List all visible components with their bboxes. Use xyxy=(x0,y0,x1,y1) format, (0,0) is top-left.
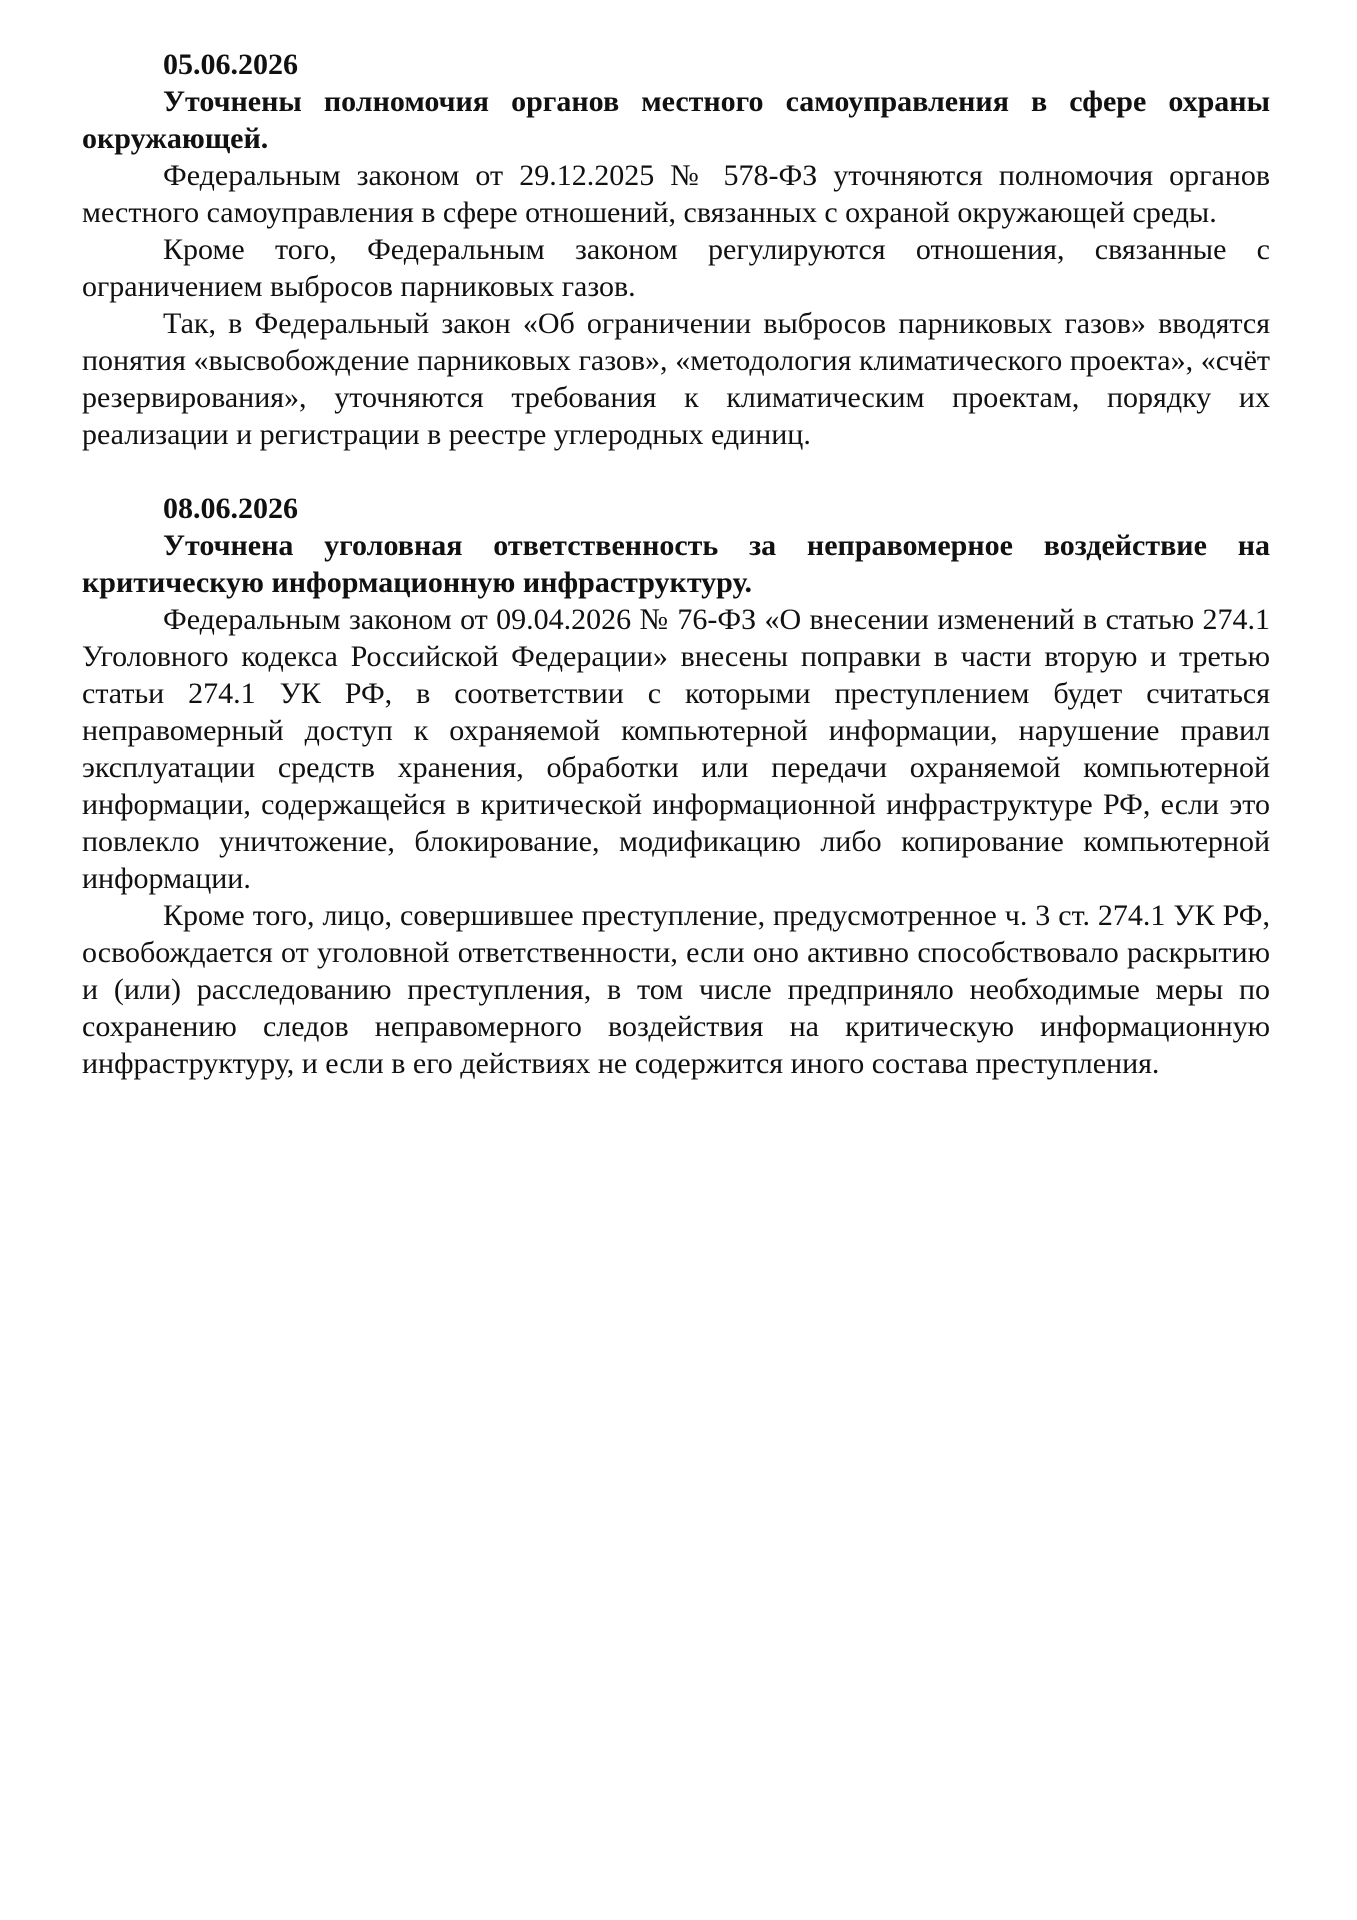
entry-paragraph: Так, в Федеральный закон «Об ограничении выбросов парниковых газов» вводятся понятия «высвобождение парниковых газов», «методология климатического проекта», «счёт резервирования», уточняются требования к климатическим проектам, порядку их реализации и регистрации в реестре углеродных единиц. xyxy=(82,307,1270,451)
entry-date: 08.06.2026 xyxy=(163,492,298,525)
entry-paragraph: Кроме того, Федеральным законом регулируются отношения, связанные с ограничением выбросов парниковых газов. xyxy=(82,233,1270,303)
entry-paragraph: Федеральным законом от 09.04.2026 № 76-ФЗ «О внесении изменений в статью 274.1 Уголовного кодекса Российской Федерации» внесены поправки в части вторую и третью статьи 274.1 УК РФ, в соответствии с которыми преступлением будет считаться неправомерный доступ к охраняемой компьютерной информации, нарушение правил эксплуатации средств хранения, обработки или передачи охраняемой компьютерной информации, содержащейся в критической информационной инфраструктуре РФ, если это повлекло уничтожение, блокирование, модификацию либо копирование компьютерной информации. xyxy=(82,603,1270,895)
news-entry-1 xyxy=(82,46,1270,453)
entry-headline: Уточнены полномочия органов местного самоуправления в сфере охраны окружающей. xyxy=(82,85,1270,155)
news-entry-2 xyxy=(82,490,1270,1082)
entry-paragraph: Федеральным законом от 29.12.2025 № 578-ФЗ уточняются полномочия органов местного самоуправления в сфере отношений, связанных с охраной окружающей среды. xyxy=(82,159,1270,229)
entry-headline: Уточнена уголовная ответственность за неправомерное воздействие на критическую информационную инфраструктуру. xyxy=(82,529,1270,599)
document-page xyxy=(82,46,1270,1082)
entry-date: 05.06.2026 xyxy=(163,48,298,81)
entry-paragraph: Кроме того, лицо, совершившее преступление, предусмотренное ч. 3 ст. 274.1 УК РФ, освобождается от уголовной ответственности, если оно активно способствовало раскрытию и (или) расследованию преступления, в том числе предприняло необходимые меры по сохранению следов неправомерного воздействия на критическую информационную инфраструктуру, и если в его действиях не содержится иного состава преступления. xyxy=(82,899,1270,1080)
